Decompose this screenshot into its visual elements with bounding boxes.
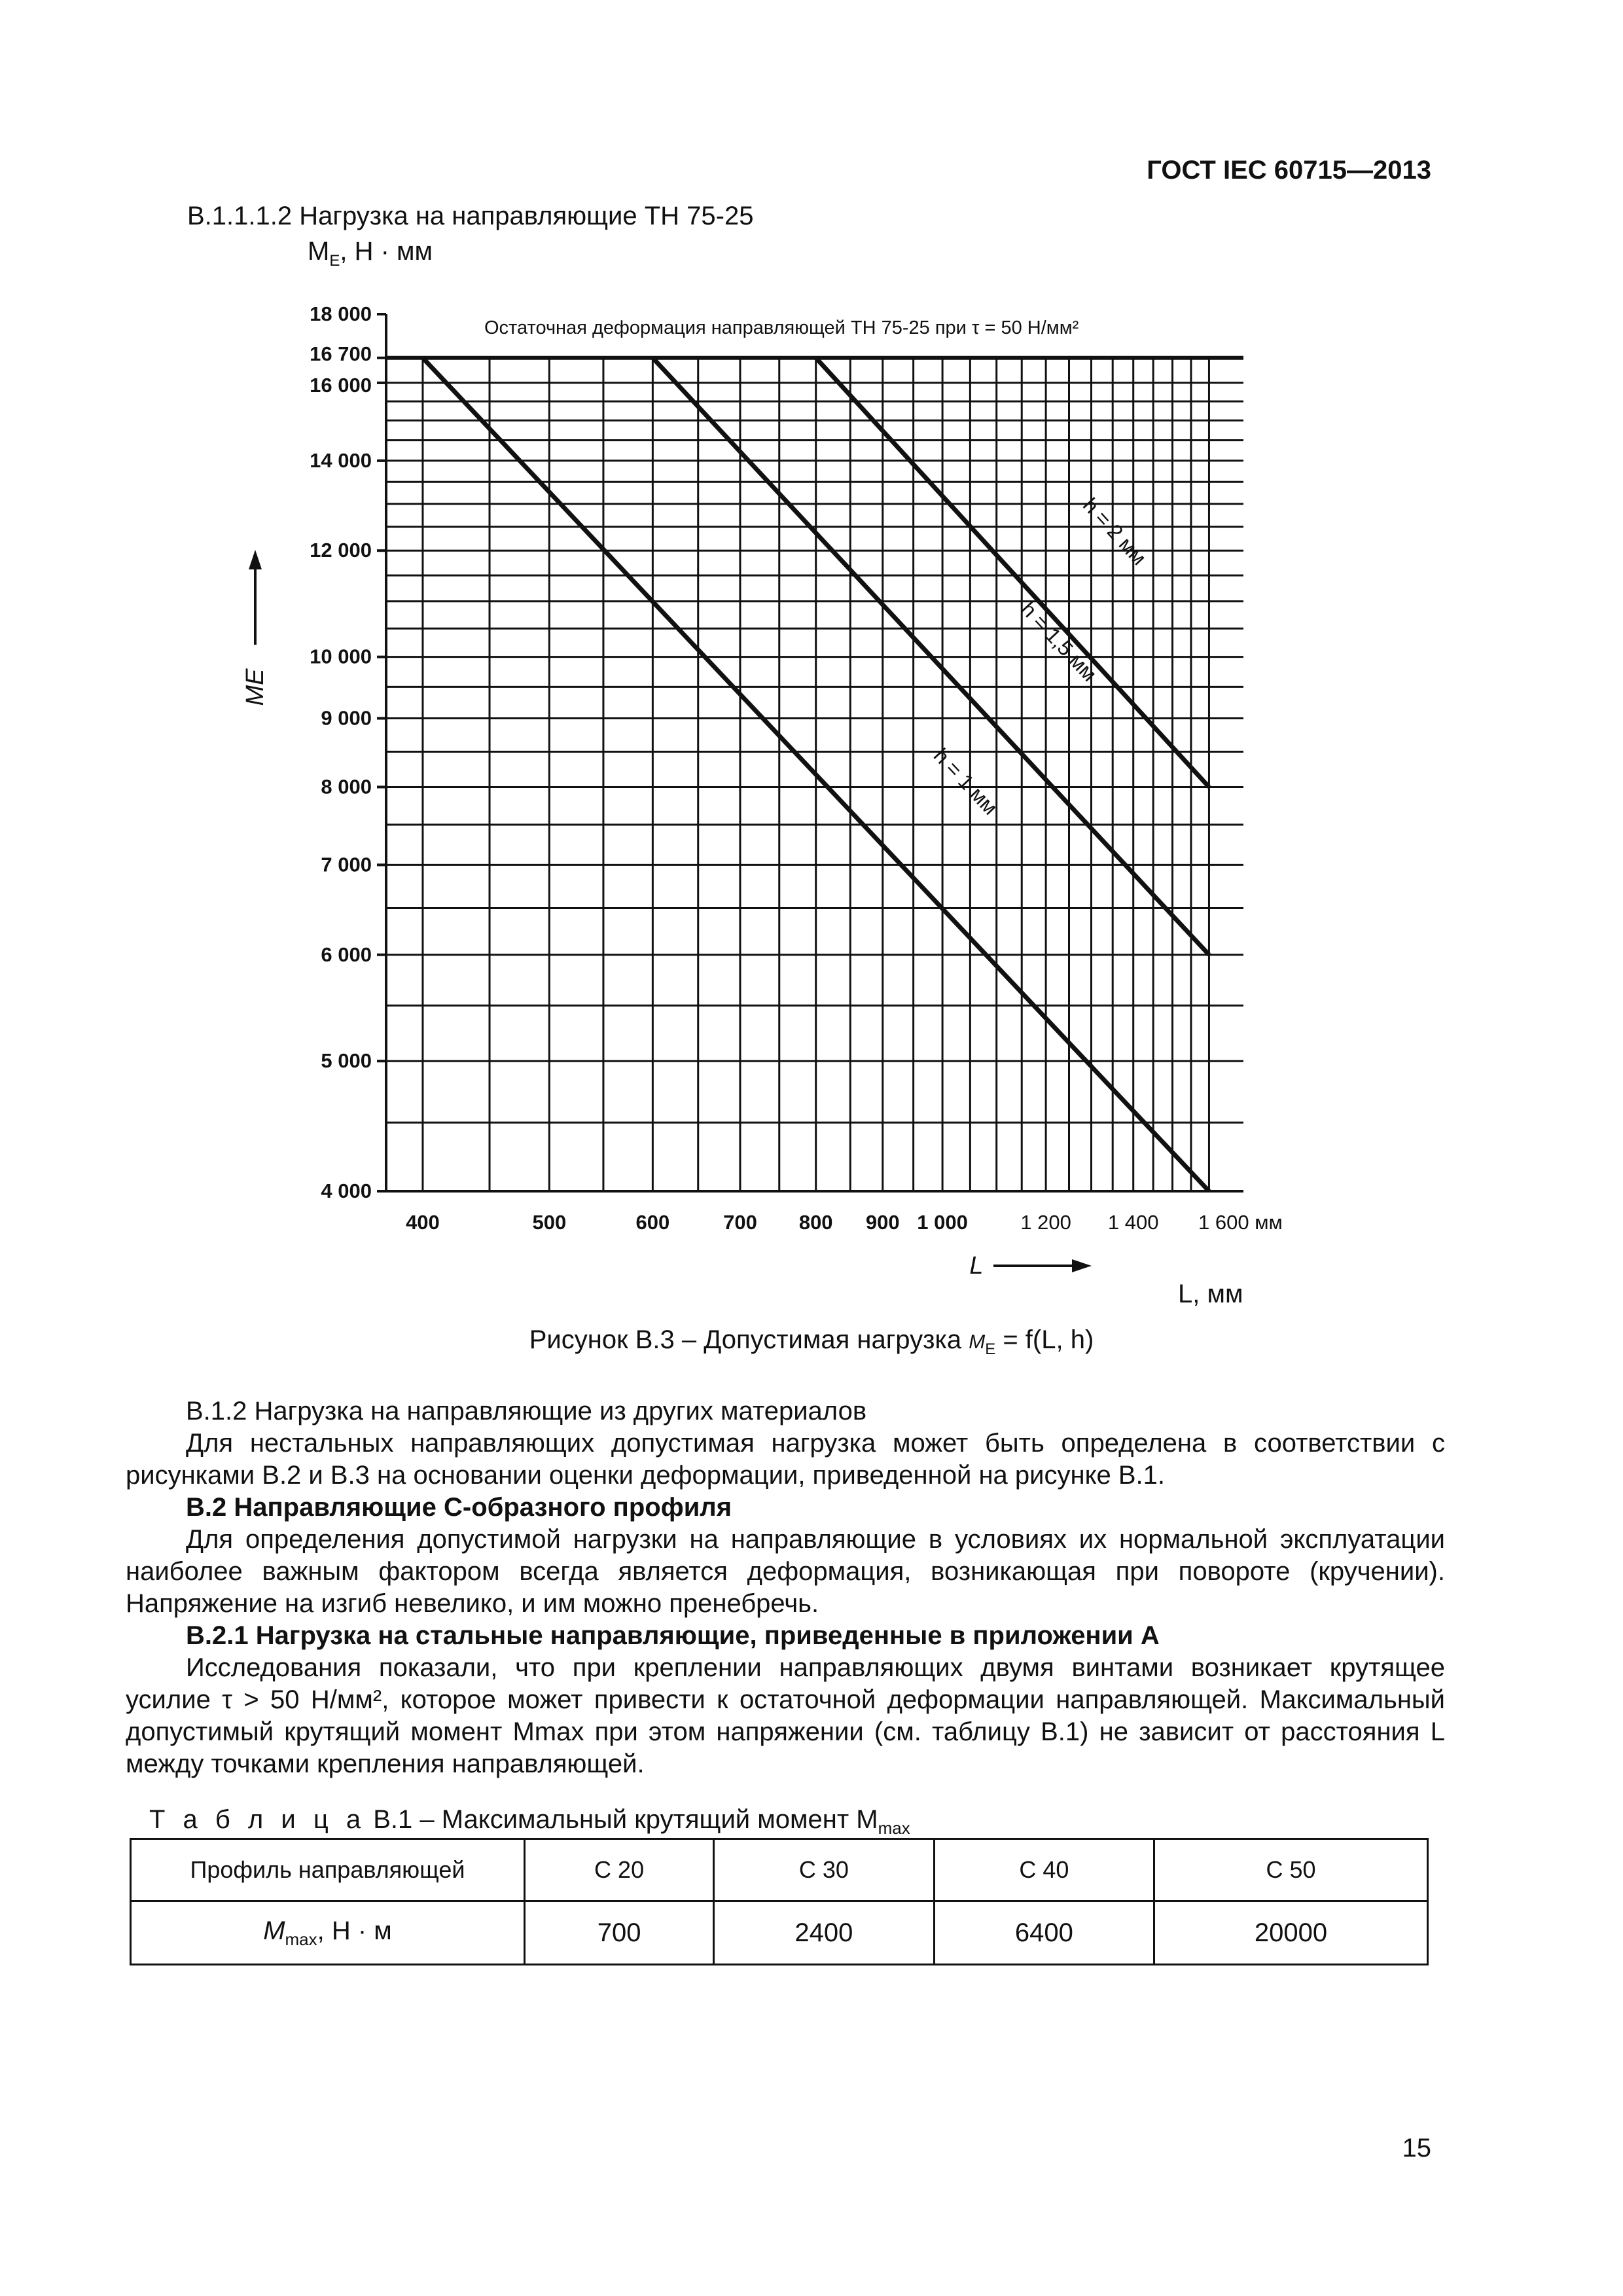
table-row-label: $M_{max}$, Н · м	[131, 1901, 525, 1965]
table-cell: 6400	[934, 1901, 1154, 1965]
y-tick-label: 16 700	[310, 342, 372, 365]
x-axis-label	[969, 1252, 1092, 1280]
figure-caption: Рисунок В.3 – Допустимая нагрузка $M_E = f(L$, h)	[529, 1325, 1094, 1358]
series-label: h = 1,5 мм	[1016, 597, 1102, 686]
x-tick-label: 900	[865, 1211, 900, 1234]
x-tick-label: 700	[723, 1211, 757, 1234]
y-tick-label: 4 000	[321, 1179, 372, 1202]
table-header-row	[131, 1839, 1428, 1901]
series-line	[816, 358, 1209, 787]
table-cell: 2400	[714, 1901, 934, 1965]
x-unit-label: L, мм	[1178, 1280, 1243, 1308]
y-tick-label: 16 000	[310, 373, 372, 397]
section-b12-text: Для нестальных направляющих допустимая нагрузка может быть определена в соответствии с рисунками В.2 и В.3 на основании оценки деформации, приведенной на рисунке В.1.	[126, 1429, 1445, 1490]
table-header-cell: С 30	[714, 1839, 934, 1901]
section-b2-text: Для определения допустимой нагрузки на направляющие в условиях их нормальной эксплуатации наиболее важным фактором всегда является деформация, возникающая при повороте (кручении). Напряжение на изгиб невелико, и им можно пренебречь.	[126, 1525, 1445, 1618]
section-b2-title: В.2 Направляющие С-образного профиля	[186, 1493, 732, 1522]
section-b12-title: В.1.2 Нагрузка на направляющие из других материалов	[186, 1397, 867, 1426]
y-tick-label: 9 000	[321, 706, 372, 730]
table-caption: Т а б л и ц а В.1 – Максимальный крутящий момент $M_{max}$	[149, 1805, 910, 1838]
y-tick-label: 8 000	[321, 775, 372, 798]
y-tick-label: 14 000	[310, 448, 372, 472]
series-label: h = 2 мм	[1079, 493, 1151, 570]
y-unit-label: $M_E$, Н · мм	[308, 237, 433, 270]
x-tick-label: 1 600 мм	[1198, 1211, 1283, 1234]
body-text	[126, 1395, 1445, 1780]
y-axis-arrowhead	[249, 550, 262, 569]
y-axis-label-text: ME	[241, 668, 269, 706]
table-cell: 700	[525, 1901, 714, 1965]
y-tick-label: 5 000	[321, 1049, 372, 1073]
document-id: ГОСТ IEC 60715—2013	[1147, 156, 1431, 185]
section-b21-title: В.2.1 Нагрузка на стальные направляющие, приведенные в приложении А	[186, 1621, 1160, 1650]
y-axis-label	[241, 550, 269, 706]
x-tick-label: 400	[406, 1211, 440, 1234]
table-cell: 20000	[1154, 1901, 1428, 1965]
y-tick-label: 7 000	[321, 853, 372, 876]
section-b21-text: Исследования показали, что при креплении направляющих двумя винтами возникает крутящее усилие τ > 50 Н/мм², которое может привести к остаточной деформации направляющей. Максимальный допустимый крутящий момент Mmax при этом напряжении (см. таблицу В.1) не зависит от расстояния L между точками крепления направляющей.	[126, 1653, 1445, 1778]
y-tick-label: 10 000	[310, 645, 372, 668]
page-number: 15	[1402, 2134, 1431, 2162]
chart-title: Остаточная деформация направляющей ТН 75-25 при τ = 50 Н/мм²	[484, 317, 1079, 338]
y-tick-label: 18 000	[310, 302, 372, 325]
x-tick-label: 1 200	[1020, 1211, 1071, 1234]
x-tick-label: 1 400	[1107, 1211, 1159, 1234]
y-tick-label: 6 000	[321, 942, 372, 966]
x-tick-labels	[406, 1211, 1283, 1234]
y-tick-label: 12 000	[310, 539, 372, 562]
table-header-cell: С 50	[1154, 1839, 1428, 1901]
table-header-cell: С 20	[525, 1839, 714, 1901]
max-torque-table	[130, 1838, 1429, 1965]
table-row	[131, 1901, 1428, 1965]
x-tick-label: 1 000	[917, 1211, 968, 1234]
y-tick-labels	[310, 302, 386, 1202]
x-tick-label: 600	[635, 1211, 670, 1234]
x-axis-arrowhead	[1072, 1259, 1092, 1272]
table-header-cell: Профиль направляющей	[131, 1839, 525, 1901]
caption-symbol: M	[969, 1331, 986, 1353]
x-tick-label: 800	[798, 1211, 833, 1234]
x-tick-label: 500	[532, 1211, 567, 1234]
section-title: В.1.1.1.2 Нагрузка на направляющие ТН 75-25	[187, 202, 754, 230]
series-label: h = 1 мм	[929, 744, 1003, 819]
x-axis-label-text: L	[969, 1252, 984, 1280]
table-header-cell: С 40	[934, 1839, 1154, 1901]
